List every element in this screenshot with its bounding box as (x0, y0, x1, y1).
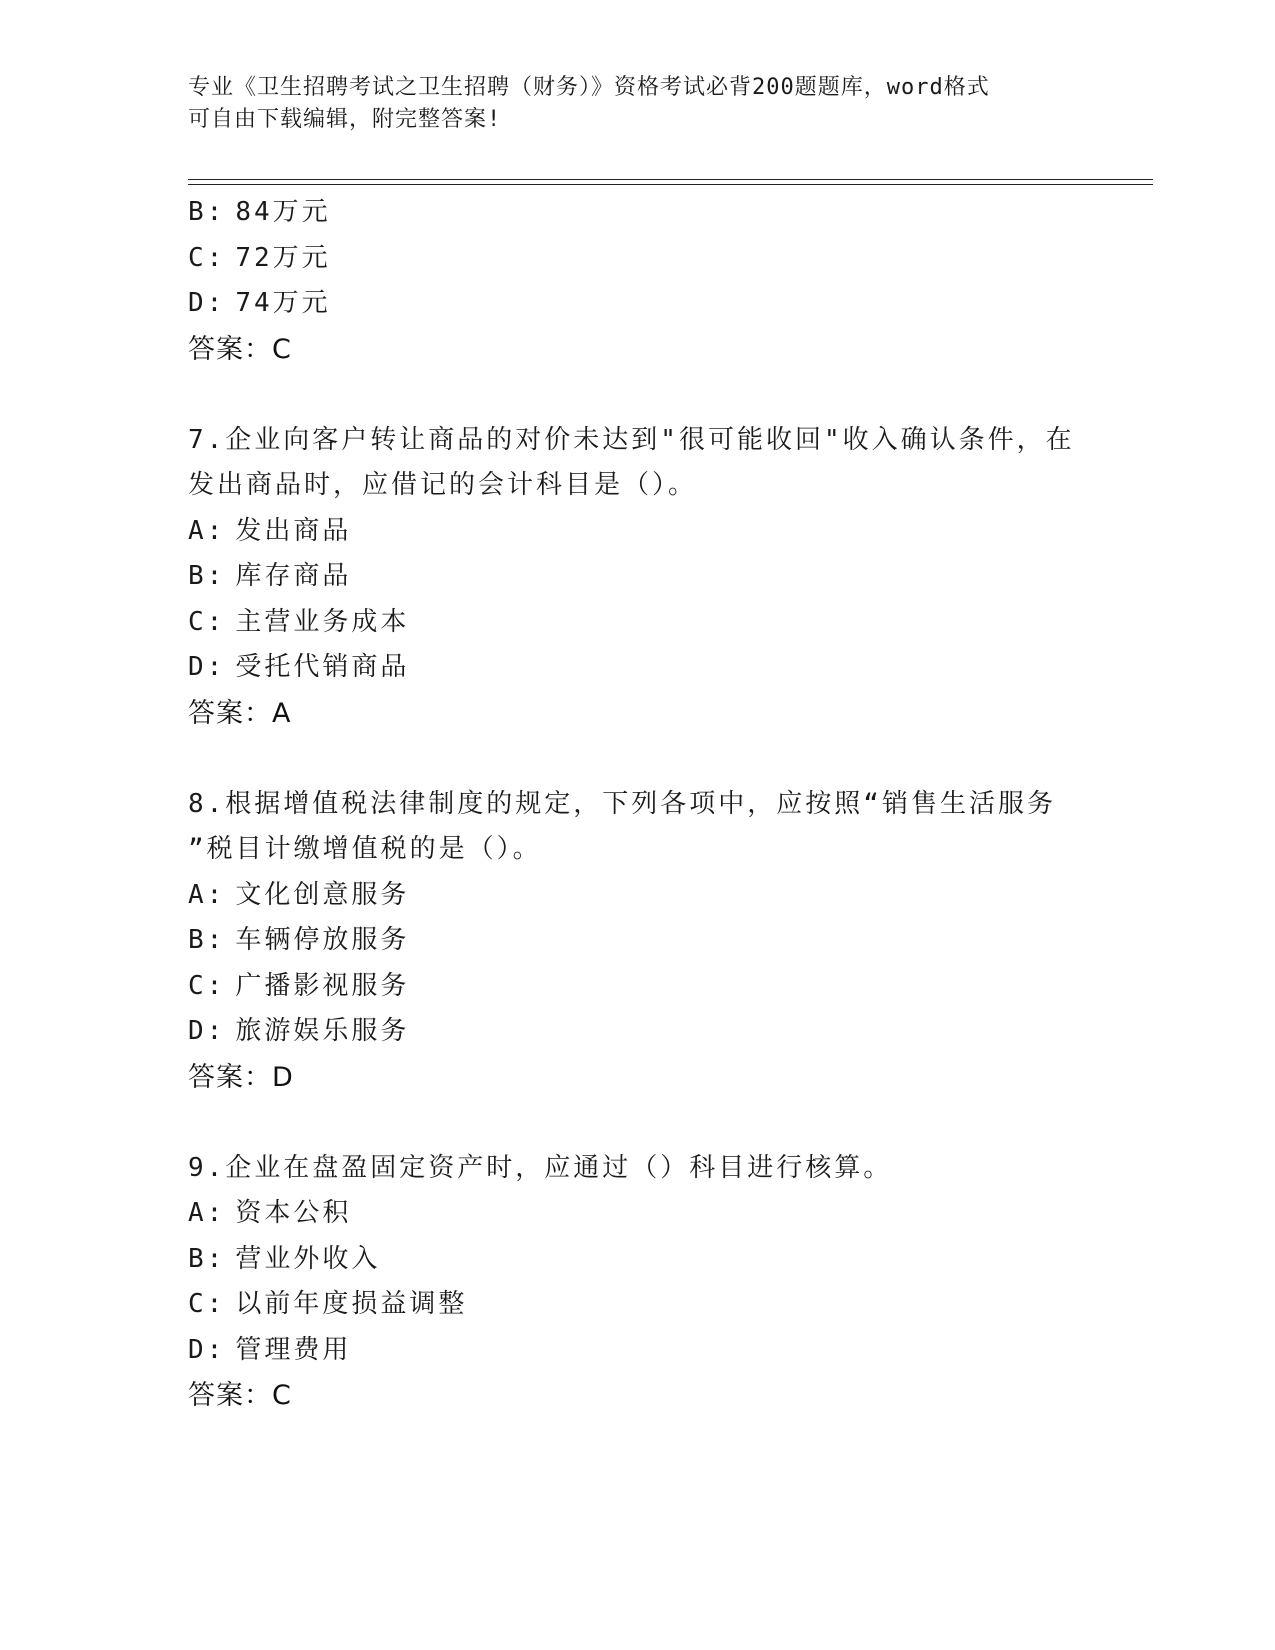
option-key: D: (188, 652, 226, 682)
option-d (188, 645, 1068, 691)
option-text: 车辆停放服务 (235, 925, 410, 955)
option-b (188, 190, 1068, 236)
option-key: B: (188, 561, 226, 591)
option-text: 文化创意服务 (235, 879, 410, 910)
question-text-line-1: 8.根据增值税法律制度的规定，下列各项中，应按照“销售生活服务 (188, 788, 1056, 819)
option-text: 管理费用 (235, 1334, 352, 1365)
question-7 (188, 418, 1075, 737)
header-divider-bottom (188, 184, 1153, 185)
question-8 (188, 782, 1068, 1101)
question-9 (188, 1146, 1068, 1419)
option-text: 主营业务成本 (235, 606, 410, 637)
option-text: 以前年度损益调整 (235, 1289, 468, 1319)
question-text-line-2: ”税目计缴增值税的是（）。 (188, 834, 542, 864)
question-list (188, 190, 1075, 1419)
answer-line: 答案：C (188, 1380, 292, 1411)
option-text: 库存商品 (235, 561, 352, 591)
option-key: A: (188, 1198, 226, 1228)
option-d (188, 1009, 1068, 1055)
option-d (188, 1328, 1068, 1374)
question-text-line-1: 9.企业在盘盈固定资产时，应通过（）科目进行核算。 (188, 1152, 893, 1183)
option-key: C: (188, 1289, 226, 1319)
option-key: B: (188, 1243, 226, 1274)
header-divider-top (188, 179, 1153, 180)
option-a (188, 1191, 1068, 1237)
header-line-1: 专业《卫生招聘考试之卫生招聘（财务）》资格考试必背200题题库，word格式 (188, 75, 990, 100)
question-text-line-1: 7.企业向客户转让商品的对价未达到"很可能收回"收入确认条件，在 (188, 424, 1075, 455)
option-key: A: (188, 879, 226, 910)
option-c (188, 236, 1068, 282)
option-text: 74万元 (235, 288, 331, 318)
option-text: 营业外收入 (235, 1243, 381, 1274)
document-header (188, 72, 1068, 136)
option-key: B: (188, 197, 226, 227)
question-text-line-2: 发出商品时，应借记的会计科目是（）。 (188, 470, 698, 500)
option-d (188, 281, 1068, 327)
option-c (188, 1282, 1068, 1328)
option-key: C: (188, 242, 226, 273)
answer-line: 答案：A (188, 697, 292, 729)
answer-line: 答案：C (188, 333, 292, 365)
option-key: D: (188, 1016, 226, 1046)
option-b (188, 1237, 1068, 1283)
option-b (188, 918, 1068, 964)
question-6-tail (188, 190, 1068, 372)
option-c (188, 964, 1068, 1010)
option-key: D: (188, 288, 226, 318)
option-c (188, 600, 1068, 646)
option-b (188, 554, 1068, 600)
spacer (188, 736, 1068, 782)
option-text: 72万元 (235, 242, 331, 273)
option-a (188, 873, 1068, 919)
option-text: 资本公积 (235, 1198, 352, 1228)
option-key: A: (188, 515, 226, 546)
spacer (188, 372, 1068, 418)
option-text: 旅游娱乐服务 (235, 1016, 410, 1046)
spacer (188, 1100, 1068, 1146)
option-text: 发出商品 (235, 515, 352, 546)
option-key: D: (188, 1334, 226, 1365)
option-text: 84万元 (235, 197, 331, 227)
answer-line: 答案：D (188, 1061, 294, 1093)
header-line-2: 可自由下载编辑，附完整答案! (188, 107, 502, 132)
option-key: C: (188, 970, 226, 1001)
option-key: B: (188, 925, 226, 955)
option-text: 广播影视服务 (235, 970, 410, 1001)
option-text: 受托代销商品 (235, 652, 410, 682)
option-key: C: (188, 606, 226, 637)
option-a (188, 509, 1068, 555)
